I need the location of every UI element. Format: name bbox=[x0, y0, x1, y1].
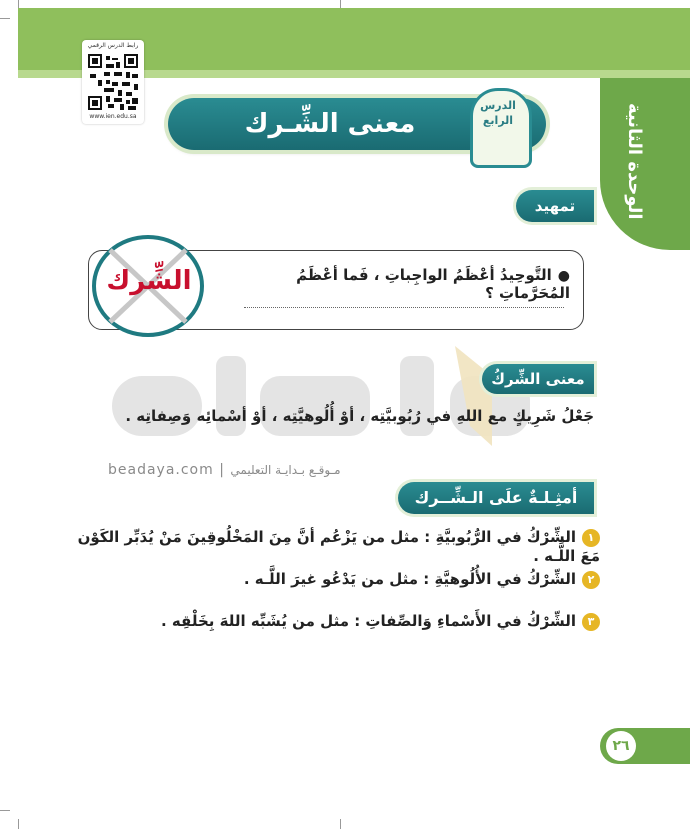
unit-side-tab bbox=[600, 78, 690, 250]
example-item bbox=[60, 612, 600, 631]
question-label: التَّوحِيدُ أعْظَمُ الواجِباتِ ، فَما أعْظَمُ المُحَرَّماتِ ؟ bbox=[296, 266, 570, 302]
section-tab-examples: أمثِـلـةٌ علَى الـشِّــرك bbox=[398, 482, 594, 514]
crop-mark bbox=[0, 810, 10, 811]
bullet-icon: ● bbox=[557, 268, 570, 284]
example-number-badge: ٣ bbox=[582, 613, 600, 631]
lesson-badge-line2: الرابع bbox=[482, 114, 514, 127]
lesson-title: معنى الشِّـرك bbox=[244, 109, 416, 139]
watermark-url: beadaya.com bbox=[108, 462, 214, 478]
example-number-badge: ١ bbox=[582, 529, 600, 547]
lesson-badge-line1: الدرس bbox=[480, 99, 516, 112]
watermark-tagline: مـوقـع بـدايـة التعليمي bbox=[230, 463, 341, 477]
qr-title: رابط الدرس الرقمي bbox=[87, 42, 139, 49]
example-text: الشِّرْكُ في الرُّبُوبيَّةِ : مثل من يَزْعُم أنَّ مِنَ المَخْلُوقِينَ مَنْ يُدَبِّر الكَوْن مَعَ اللَّـه . bbox=[77, 528, 600, 565]
example-item bbox=[60, 528, 600, 565]
crop-mark bbox=[0, 18, 10, 19]
question-text bbox=[240, 266, 570, 302]
example-number-badge: ٢ bbox=[582, 571, 600, 589]
qr-url[interactable]: www.ien.edu.sa bbox=[89, 113, 137, 120]
example-text: الشِّرْكُ في الأُلُوهيَّةِ : مثل من يَدْعُو غيرَ اللَّـه . bbox=[243, 570, 576, 588]
section-tab-intro: تمهيد bbox=[516, 190, 594, 222]
page-number: ٢٦ bbox=[612, 738, 630, 754]
watermark-separator: | bbox=[219, 462, 231, 478]
lesson-badge-text bbox=[472, 98, 524, 128]
qr-code-icon[interactable] bbox=[88, 54, 138, 110]
crop-mark bbox=[340, 819, 341, 829]
answer-line[interactable] bbox=[244, 306, 564, 308]
watermark-url-row bbox=[108, 462, 528, 478]
example-text: الشِّرْكُ في الأَسْماءِ وَالصِّفاتِ : مثل من يُشَبِّه اللهَ بِخَلْقِه . bbox=[161, 612, 576, 630]
example-item bbox=[60, 570, 600, 589]
definition-text: جَعْلُ شَرِيكٍ مع اللهِ في رُبُوبيَّتِه ، أوْ أُلُوهيَّتِه ، أوْ أسْمائِه وَصِفاتِه . bbox=[125, 407, 594, 425]
crossed-word: الشِّرك bbox=[106, 266, 192, 296]
unit-label: الوحدة الثانية bbox=[624, 103, 645, 220]
section-tab-meaning: معنى الشِّركُ bbox=[482, 364, 594, 394]
crop-mark bbox=[18, 819, 19, 829]
